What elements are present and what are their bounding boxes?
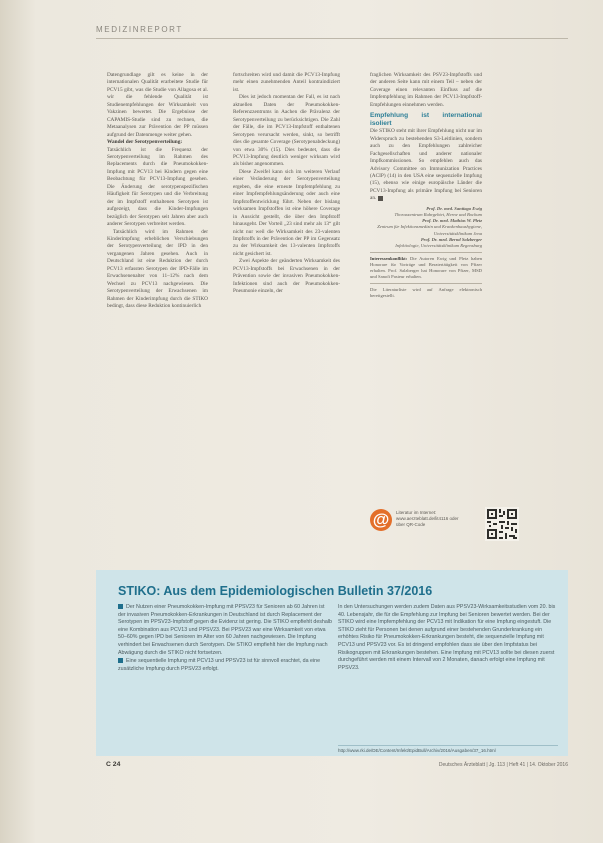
divider — [370, 252, 482, 253]
page-number: C 24 — [106, 761, 121, 768]
qr-code-icon[interactable] — [485, 507, 519, 541]
author-affiliation: Zentrum für Infektionsmedizin und Krankenhaushygiene, Universitätsklinikum Jena — [377, 224, 482, 236]
bullet-square-icon — [118, 658, 123, 663]
end-mark-icon — [378, 196, 383, 201]
bulletin-paragraph — [118, 604, 332, 657]
bulletin-text: Der Nutzen einer Pneumokokken-Impfung mit PPSV23 für Senioren ab 60 Jahren ist der invasiven Pneumokokken-Erkrankungen in Deutschland ist durch Replacement der Serotypen im PPSV23-Impfstoff gegen die Evidenz ist gering. Die STIKO empfiehlt deshalb eine Kombination aus PCV13 und PPSV23. Bei PPSV23 war eine Wirksamkeit von etwa 50–60% gegen IPD bei Senioren im Alter von 60 Jahren nachgewiesen. Die Impfung verhindert bei Erwachsenen durch Serotypen. Die STIKO empfiehlt hier die Impfung nach Abwägung durch die STIKO nicht fortsetzen. — [118, 604, 332, 656]
author-list — [370, 206, 482, 249]
author-affiliation: Thoraxzentrum Ruhrgebiet, Herne und Bochum — [394, 212, 482, 217]
author-name: Prof. Dr. med. Bernd Salzberger — [420, 236, 482, 242]
box-heading: Empfehlung ist international isoliert — [370, 112, 482, 128]
literature-link-block — [370, 507, 520, 543]
paragraph: Diese Zweifel kann sich im weiteren Verlauf einer Veränderung der Serotypenverteilung ergeben, die eine erneute Impfempfehlung zu einer Impfempfehlungsänderung oder auch eine Impfstoffentwicklung führt. Neben der bislang wirksamen Impfstoffen ist eine höhere Coverage in Aussicht gestellt, die über den Impfstoff hinausgeht. Der Vorteil „23 sind mehr als 13“ gilt nicht nur weil die Wirksamkeit des 23-valenten Impfstoffs in der Prävention der PP im Gegensatz zu der Wirksamkeit des 13-valenten Impfstoffs nicht gesichert ist. — [233, 168, 340, 257]
paragraph: fortschreiten wird und damit die PCV13-Impfung mehr einen zunehmenden Anteil kontraindiziert ist. — [233, 72, 340, 93]
author-affiliation: Infektiologie, Universitätsklinikum Regensburg — [395, 243, 482, 249]
bulletin-column-1 — [118, 604, 332, 674]
paragraph: Dies ist jedoch momentan der Fall, es ist nach aktuellen Daten der Pneumokokken-Referenzzentrums in Aachen die Prävalenz der Serotypenverteilung zu berücksichtigen. Die Zahl der Fälle, die im PCV13-Impfstoff enthaltenen Serotypen verursacht werden, sinkt, so betrifft dies die gesamte Coverage (Serotypenabdeckung) von etwa 30% (15). Dies bedeutet, dass die PCV13-Impfung deutlich weniger wirksam wird als bisher angenommen. — [233, 94, 340, 168]
article-column-2 — [233, 72, 340, 296]
paragraph — [370, 128, 482, 203]
box-text: Die STIKO steht mit ihrer Empfehlung nicht nur im Widerspruch zu bestehenden S3-Leitlinien, sondern auch zu den Empfehlungen zahlreicher Fachgesellschaften und anderer nationaler Impfkommissionen. So empfehlen auch das Advisory Committee on Immunization Practices (ACIP) (14) in den USA eine sequenzielle Impfung (15), ebenso wie einige europäische Länder die PCV13-Impfung als primäre Impfung bei Senioren an. — [370, 128, 482, 202]
bulletin-paragraph — [118, 658, 332, 673]
divider — [370, 283, 482, 284]
paragraph: Zwei Aspekte der geänderten Wirksamkeit des PCV13-Impfstoffs bei Erwachsenen in der Prävention sowie der invasiven Pneumokokken-Infektionen sind auch der Pneumokokken-Pneumonie einzeln, der — [233, 258, 340, 295]
paragraph: Datengrundlage gilt es keine in der internationalen Qualität erarbeitete Studie für PCV15 gibt, was die Studie von Allagosa et al. wir die fehlende Qualität ist Studienempfehlungen der Wirksamkeit von Vakzinen bewertet. Die Ergebnisse der CAPAMIS-Studie sind zu rechnen, die Metaanalysen zur Prävention der PP müssen aufgrund der Datenmenge weiter gehen. — [107, 72, 208, 138]
qr-caption: Literatur im Internet: www.aerzteblatt.de/lit4116 oder über QR-Code — [396, 510, 459, 527]
header-rule — [96, 38, 568, 39]
article-column-3 — [370, 72, 482, 299]
article-column-1 — [107, 72, 208, 311]
literature-note: Die Literaturliste wird auf Anfrage elektronisch bereitgestellt. — [370, 287, 482, 299]
stiko-bulletin-box — [96, 570, 568, 756]
author-name: Prof. Dr. med. Santiago Ewig — [426, 205, 482, 211]
conflict-text: Die Autoren Ewig und Pletz haben Honorare für Vorträge und Beratertätigkeit von Pfizer erhalten. Prof. Salzberger hat Honorare von Pfizer, MSD und Sanofi Pasteur erhalten. — [370, 256, 482, 280]
conflict-label: Interessenkonflikt: — [370, 256, 408, 262]
bulletin-source-link[interactable]: http://www.rki.de/DE/Content/Infekt/EpidBull/Archiv/2016/Ausgaben/37_16.html — [338, 745, 558, 753]
paragraph: Tatsächlich ist die Frequenz der Serotypenverteilung im Rahmen des Replacements durch die Pneumokokken-Impfung mit PCV13 bei Kindern gegen eine Beobachtung für PCV13-Impfung gesehen. Die Änderung der serotypenspezifischen Häufigkeit für Serotypen und die Verbreitung der im Impfstoff enthaltenen Serotypen ist aufgezeigt, dass die Kinder-Impfungen bezüglich der Serotypen seit Jahren aber auch anderer Serotypen verbreitet werden. — [107, 146, 208, 228]
at-sign-icon: @ — [370, 509, 392, 531]
conflict-of-interest — [370, 256, 482, 280]
author-name: Prof. Dr. med. Mathias W. Pletz — [422, 218, 482, 224]
bulletin-column-2 — [338, 604, 558, 673]
bulletin-title: STIKO: Aus dem Epidemiologischen Bulletin 37/2016 — [118, 584, 433, 598]
journal-citation: Deutsches Ärzteblatt | Jg. 113 | Heft 41 | 14. Oktober 2016 — [438, 762, 568, 768]
section-header: MEDIZINREPORT — [96, 25, 183, 34]
paragraph: fraglichen Wirksamkeit des PSV23-Impfstoffs und der anderen Seite kann mit einem Teil – neben der Coverage einen relevanten Einfluss auf die Impfempfehlung im Rahmen der PCV13-Impfstoff-Empfehlungen einnehmen werden. — [370, 72, 482, 108]
bullet-square-icon — [118, 604, 123, 609]
bulletin-paragraph: In den Untersuchungen werden zudem Daten aus PPSV23-Wirksamkeitsstudien vom 20. bis 40. Lebensjahr, die für die Empfehlung zur Impfung bei Senioren bewertet werden. Bei der STIKO wird eine Impfempfehlung der PCV13 mit Indikation für eine Impfung eingestuft. Die STIKO zieht für Personen bei denen aufgrund einer bestehenden Grunderkrankung ein erhöhtes Risiko für Pneumokokken-Erkrankungen besteht, die sequenzielle Impfung mit PCV13 und PPSV23 vor. Es ist dringend empfohlen dass sie über den Impfstatus bei Risikogruppen mit Erkrankungen bestehen. Eine Impfung mit PCV13 sollte bei diesen zuerst durchgeführt werden mit einem Intervall von 2 Monaten, danach erfolgt eine Impfung mit PPSV23. — [338, 604, 556, 671]
bulletin-text: Eine sequentielle Impfung mit PCV13 und PPSV23 ist für sinnvoll erachtet, da eine zusätzliche Impfung durch PPSV23 erfolgt. — [118, 658, 321, 672]
subheading: Wandel der Serotypenverteilung: — [107, 139, 183, 146]
paragraph: Tatsächlich wird im Rahmen der Kinderimpfung erheblichen Verschiebungen der Serotypenverteilung der IPD in den vergangenen Jahren gesehen. Auch in Deutschland ist eine Reduktion der durch PCV13 erfassten Serotypen der IPD-Fälle im Erwachsenenalter von 11–12% nach dem Wechsel zu PCV13 nachgewiesen. Die Serotypenverteilung der Erwachsenen im Rahmen der Kinderimpfung durch die STIKO bedingt, dass diese Reduktion kontinuierlich — [107, 228, 208, 310]
